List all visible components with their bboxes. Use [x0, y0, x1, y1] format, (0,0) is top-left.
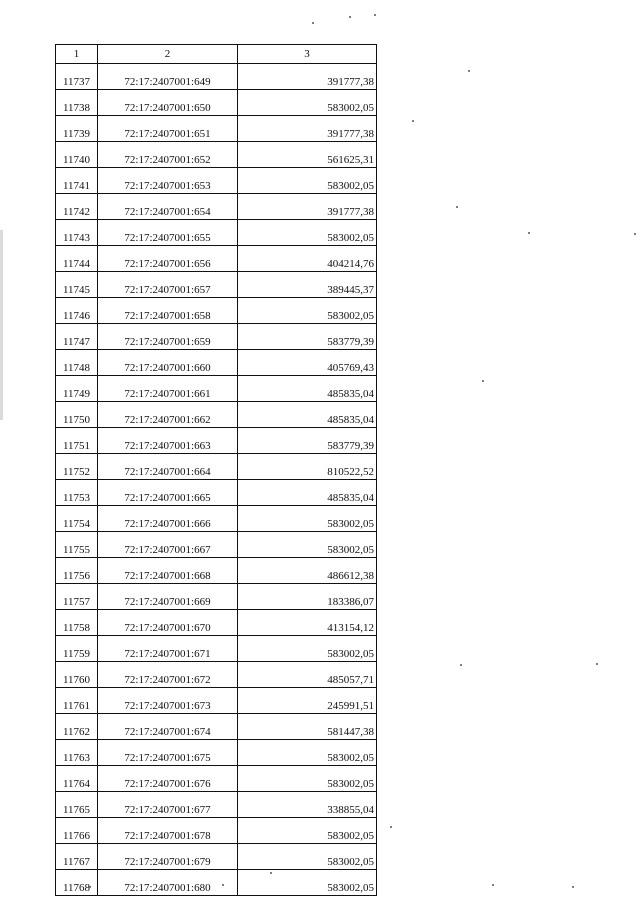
- cadastral-value-cell: 583779,39: [238, 428, 377, 454]
- row-number-cell: 11745: [56, 272, 98, 298]
- cadastral-value-cell: 583002,05: [238, 844, 377, 870]
- cadastral-number-cell: 72:17:2407001:653: [98, 168, 238, 194]
- cadastral-value-cell: 338855,04: [238, 792, 377, 818]
- cadastral-value-cell: 391777,38: [238, 64, 377, 90]
- table-row: [56, 792, 377, 818]
- cadastral-value-cell: 583002,05: [238, 818, 377, 844]
- table-row: [56, 636, 377, 662]
- cadastral-number-cell: 72:17:2407001:680: [98, 870, 238, 896]
- cadastral-value-cell: 810522,52: [238, 454, 377, 480]
- table-row: [56, 350, 377, 376]
- cadastral-number-cell: 72:17:2407001:664: [98, 454, 238, 480]
- row-number-cell: 11767: [56, 844, 98, 870]
- row-number-cell: 11764: [56, 766, 98, 792]
- table-row: [56, 662, 377, 688]
- cadastral-number-cell: 72:17:2407001:659: [98, 324, 238, 350]
- row-number-cell: 11763: [56, 740, 98, 766]
- cadastral-value-cell: 583002,05: [238, 168, 377, 194]
- row-number-cell: 11768: [56, 870, 98, 896]
- table-row: [56, 298, 377, 324]
- cadastral-value-cell: 583002,05: [238, 636, 377, 662]
- scan-speck: [634, 233, 636, 235]
- row-number-cell: 11740: [56, 142, 98, 168]
- row-number-cell: 11737: [56, 64, 98, 90]
- cadastral-value-cell: 391777,38: [238, 194, 377, 220]
- cadastral-value-cell: 485835,04: [238, 480, 377, 506]
- row-number-cell: 11744: [56, 246, 98, 272]
- table-row: [56, 480, 377, 506]
- scan-speck: [572, 886, 574, 888]
- cadastral-value-cell: 391777,38: [238, 116, 377, 142]
- cadastral-value-cell: 485835,04: [238, 402, 377, 428]
- cadastral-number-cell: 72:17:2407001:679: [98, 844, 238, 870]
- row-number-cell: 11748: [56, 350, 98, 376]
- row-number-cell: 11758: [56, 610, 98, 636]
- cadastral-number-cell: 72:17:2407001:649: [98, 64, 238, 90]
- table-body: [56, 64, 377, 896]
- cadastral-number-cell: 72:17:2407001:665: [98, 480, 238, 506]
- scan-speck: [312, 22, 314, 24]
- table-row: [56, 64, 377, 90]
- row-number-cell: 11765: [56, 792, 98, 818]
- cadastral-value-cell: 485835,04: [238, 376, 377, 402]
- row-number-cell: 11749: [56, 376, 98, 402]
- scan-speck: [492, 884, 494, 886]
- cadastral-value-cell: 583002,05: [238, 298, 377, 324]
- scan-speck: [349, 16, 351, 18]
- scan-speck: [528, 232, 530, 234]
- cadastral-number-cell: 72:17:2407001:666: [98, 506, 238, 532]
- table-row: [56, 402, 377, 428]
- scan-speck: [482, 380, 484, 382]
- table-row: [56, 584, 377, 610]
- scan-speck: [596, 663, 598, 665]
- cadastral-number-cell: 72:17:2407001:651: [98, 116, 238, 142]
- row-number-cell: 11761: [56, 688, 98, 714]
- table-row: [56, 116, 377, 142]
- scan-speck: [456, 206, 458, 208]
- cadastral-value-cell: 583002,05: [238, 90, 377, 116]
- cadastral-value-cell: 486612,38: [238, 558, 377, 584]
- cadastral-number-cell: 72:17:2407001:668: [98, 558, 238, 584]
- row-number-cell: 11752: [56, 454, 98, 480]
- cadastral-number-cell: 72:17:2407001:667: [98, 532, 238, 558]
- table-row: [56, 272, 377, 298]
- cadastral-value-cell: 583002,05: [238, 220, 377, 246]
- row-number-cell: 11755: [56, 532, 98, 558]
- table-row: [56, 142, 377, 168]
- table-row: [56, 740, 377, 766]
- scan-speck: [460, 664, 462, 666]
- row-number-cell: 11754: [56, 506, 98, 532]
- scan-speck: [468, 70, 470, 72]
- row-number-cell: 11750: [56, 402, 98, 428]
- cadastral-number-cell: 72:17:2407001:660: [98, 350, 238, 376]
- row-number-cell: 11746: [56, 298, 98, 324]
- row-number-cell: 11762: [56, 714, 98, 740]
- table-row: [56, 246, 377, 272]
- row-number-cell: 11766: [56, 818, 98, 844]
- cadastral-number-cell: 72:17:2407001:669: [98, 584, 238, 610]
- cadastral-value-cell: 405769,43: [238, 350, 377, 376]
- header-col-number: 1: [56, 45, 98, 64]
- row-number-cell: 11738: [56, 90, 98, 116]
- cadastral-number-cell: 72:17:2407001:654: [98, 194, 238, 220]
- cadastral-number-cell: 72:17:2407001:672: [98, 662, 238, 688]
- scan-speck: [412, 120, 414, 122]
- table-row: [56, 454, 377, 480]
- cadastral-number-cell: 72:17:2407001:655: [98, 220, 238, 246]
- row-number-cell: 11760: [56, 662, 98, 688]
- table-row: [56, 558, 377, 584]
- cadastral-value-cell: 404214,76: [238, 246, 377, 272]
- row-number-cell: 11747: [56, 324, 98, 350]
- cadastral-number-cell: 72:17:2407001:657: [98, 272, 238, 298]
- row-number-cell: 11759: [56, 636, 98, 662]
- cadastral-value-cell: 583002,05: [238, 532, 377, 558]
- cadastral-number-cell: 72:17:2407001:673: [98, 688, 238, 714]
- table-row: [56, 90, 377, 116]
- table-row: [56, 532, 377, 558]
- row-number-cell: 11757: [56, 584, 98, 610]
- cadastral-value-cell: 583002,05: [238, 870, 377, 896]
- row-number-cell: 11739: [56, 116, 98, 142]
- cadastral-value-cell: 583779,39: [238, 324, 377, 350]
- cadastral-number-cell: 72:17:2407001:658: [98, 298, 238, 324]
- row-number-cell: 11751: [56, 428, 98, 454]
- cadastral-number-cell: 72:17:2407001:670: [98, 610, 238, 636]
- table-row: [56, 818, 377, 844]
- row-number-cell: 11742: [56, 194, 98, 220]
- cadastral-number-cell: 72:17:2407001:652: [98, 142, 238, 168]
- table-row: [56, 168, 377, 194]
- cadastral-number-cell: 72:17:2407001:661: [98, 376, 238, 402]
- cadastral-number-cell: 72:17:2407001:675: [98, 740, 238, 766]
- table-row: [56, 844, 377, 870]
- cadastral-number-cell: 72:17:2407001:674: [98, 714, 238, 740]
- table-row: [56, 376, 377, 402]
- table-header: [56, 45, 377, 64]
- table-row: [56, 610, 377, 636]
- header-col-cadastral-number: 2: [98, 45, 238, 64]
- table-row: [56, 506, 377, 532]
- cadastral-number-cell: 72:17:2407001:677: [98, 792, 238, 818]
- cadastral-value-cell: 581447,38: [238, 714, 377, 740]
- table-row: [56, 766, 377, 792]
- cadastral-value-cell: 389445,37: [238, 272, 377, 298]
- cadastral-number-cell: 72:17:2407001:656: [98, 246, 238, 272]
- cadastral-number-cell: 72:17:2407001:662: [98, 402, 238, 428]
- cadastral-value-cell: 485057,71: [238, 662, 377, 688]
- cadastral-value-cell: 561625,31: [238, 142, 377, 168]
- scan-edge-mark: [0, 230, 3, 420]
- cadastral-value-cell: 183386,07: [238, 584, 377, 610]
- table-row: [56, 220, 377, 246]
- scan-speck: [374, 14, 376, 16]
- cadastral-number-cell: 72:17:2407001:678: [98, 818, 238, 844]
- cadastral-value-cell: 245991,51: [238, 688, 377, 714]
- cadastral-value-table: [55, 44, 377, 896]
- cadastral-value-cell: 583002,05: [238, 766, 377, 792]
- cadastral-number-cell: 72:17:2407001:671: [98, 636, 238, 662]
- row-number-cell: 11756: [56, 558, 98, 584]
- table-row: [56, 194, 377, 220]
- cadastral-value-cell: 583002,05: [238, 740, 377, 766]
- table-row: [56, 688, 377, 714]
- cadastral-value-cell: 583002,05: [238, 506, 377, 532]
- header-col-value: 3: [238, 45, 377, 64]
- cadastral-value-cell: 413154,12: [238, 610, 377, 636]
- table-row: [56, 870, 377, 896]
- scan-speck: [390, 826, 392, 828]
- cadastral-number-cell: 72:17:2407001:676: [98, 766, 238, 792]
- table-row: [56, 714, 377, 740]
- cadastral-number-cell: 72:17:2407001:663: [98, 428, 238, 454]
- row-number-cell: 11743: [56, 220, 98, 246]
- table-row: [56, 324, 377, 350]
- table-row: [56, 428, 377, 454]
- row-number-cell: 11741: [56, 168, 98, 194]
- row-number-cell: 11753: [56, 480, 98, 506]
- cadastral-number-cell: 72:17:2407001:650: [98, 90, 238, 116]
